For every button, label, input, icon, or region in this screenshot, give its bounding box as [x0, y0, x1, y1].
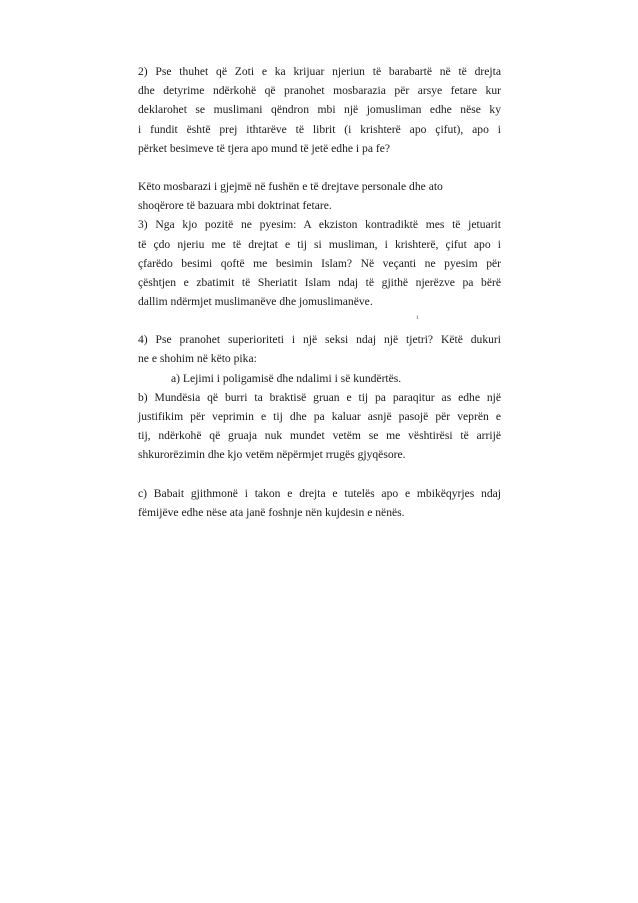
list-item-b: [138, 388, 501, 465]
text-line: 2) Pse thuhet që Zoti e ka krijuar njeriun të barabartë në të drejta: [138, 65, 501, 78]
text-line: përket besimeve të tjera apo mund të jetë edhe i pa fe?: [138, 141, 391, 155]
text-line: dhe detyrime ndërkohë që pranohet mosbarazia për arsye fetare kur: [138, 84, 501, 98]
paragraph-gap: [138, 465, 501, 484]
text-line: ne e shohim në këto pika:: [138, 352, 257, 366]
list-item-a: a) Lejimi i poligamisë dhe ndalimi i së kundërtës.: [171, 371, 402, 385]
text-line: i fundit është prej ithtarëve të librit (i krishterë apo çifut), apo i: [138, 122, 501, 136]
text-line: 4) Pse pranohet superioriteti i një seksi ndaj një tjetri? Këtë dukuri: [138, 333, 501, 347]
text-line: shoqërore të bazuara mbi doktrinat fetare.: [138, 199, 332, 213]
text-line: 3) Nga kjo pozitë ne pyesim: A ekziston kontradiktë mes të jetuarit: [138, 218, 501, 232]
text-line: të çdo njeriu me të drejtat e tij si musliman, i krishterë, çifut apo i: [138, 237, 501, 251]
text-line: çfarëdo besimi qoftë me besimin Islam? Në veçanti ne pyesim për: [138, 256, 501, 270]
text-line: shkurorëzimin dhe kjo vetëm nëpërmjet rrugës gjyqësore.: [138, 448, 406, 462]
text-line: Këto mosbarazi i gjejmë në fushën e të drejtave personale dhe ato: [138, 179, 443, 193]
text-line: c) Babait gjithmonë i takon e drejta e tutelës apo e mbikëqyrjes ndaj: [138, 486, 501, 500]
footnote-marker: 1: [416, 316, 419, 321]
text-line: deklarohet se muslimani qëndron mbi një jomusliman edhe nëse ky: [138, 103, 501, 117]
text-line: justifikim për veprimin e tij dhe pa kaluar asnjë pasojë për veprën e: [138, 410, 501, 423]
paragraph-intro: [138, 177, 501, 215]
paragraph-gap: [138, 311, 501, 330]
paragraph-2: [138, 62, 501, 158]
paragraph-gap: [138, 158, 501, 177]
text-line: dallim ndërmjet muslimanëve dhe jomuslimanëve.: [138, 295, 373, 309]
paragraph-3: [138, 215, 501, 311]
paragraph-4: [138, 330, 501, 368]
text-line: b) Mundësia që burri ta braktisë gruan e tij pa paraqitur as edhe një: [138, 390, 501, 404]
text-line: çështjen e zbatimit të Sheriatit Islam ndaj të gjithë njerëzve pa bërë: [138, 275, 501, 289]
document-body: [138, 62, 501, 522]
text-line: tij, ndërkohë që gruaja nuk mundet vetëm se me vështirësi të arrijë: [138, 429, 501, 443]
text-line: fëmijëve edhe nëse ata janë foshnje nën kujdesin e nënës.: [138, 505, 405, 519]
list-item-c: [138, 484, 501, 522]
